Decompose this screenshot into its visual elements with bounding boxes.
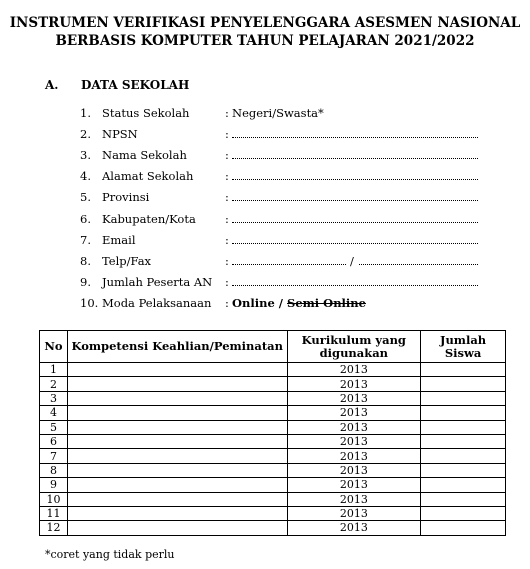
cell-no: 7 (40, 449, 68, 463)
cell-kurikulum: 2013 (287, 391, 421, 405)
moda-slash: / (274, 296, 288, 310)
cell-jumlah-siswa[interactable] (421, 406, 506, 420)
cell-no: 6 (40, 434, 68, 448)
item-number: 1. (80, 106, 91, 120)
cell-kurikulum: 2013 (287, 506, 421, 520)
item-label: Email (102, 233, 136, 247)
table-row (40, 363, 506, 377)
table-row (40, 377, 506, 391)
cell-jumlah-siswa[interactable] (421, 449, 506, 463)
table-row (40, 521, 506, 535)
table-header-row (40, 331, 506, 363)
fill-in-line[interactable] (232, 137, 478, 138)
item-value (232, 295, 366, 311)
cell-no: 4 (40, 406, 68, 420)
cell-jumlah-siswa[interactable] (421, 434, 506, 448)
footnote: *coret yang tidak perlu (45, 548, 175, 561)
item-colon: : (225, 148, 229, 162)
cell-kurikulum: 2013 (287, 463, 421, 477)
col-header-no: No (40, 331, 68, 363)
cell-jumlah-siswa[interactable] (421, 478, 506, 492)
item-provinsi (80, 189, 485, 205)
cell-kompetensi[interactable] (67, 420, 287, 434)
cell-kurikulum: 2013 (287, 521, 421, 535)
fill-in-line[interactable] (232, 285, 478, 286)
telp-fill-in-line[interactable] (232, 264, 346, 265)
col-header-jumlah-siswa: Jumlah Siswa (421, 331, 506, 363)
cell-kompetensi[interactable] (67, 391, 287, 405)
item-label: Jumlah Peserta AN (102, 275, 213, 289)
item-colon: : (225, 254, 229, 268)
cell-kurikulum: 2013 (287, 434, 421, 448)
cell-kurikulum: 2013 (287, 406, 421, 420)
fill-in-line[interactable] (232, 158, 478, 159)
table-row (40, 492, 506, 506)
fill-in-line[interactable] (232, 179, 478, 180)
section-heading (45, 78, 189, 92)
table-row (40, 478, 506, 492)
cell-kurikulum: 2013 (287, 478, 421, 492)
table-row (40, 449, 506, 463)
item-kabupaten-kota (80, 211, 485, 227)
document-title (0, 14, 530, 50)
item-number: 9. (80, 275, 91, 289)
item-status-sekolah (80, 105, 485, 121)
item-label: Telp/Fax (102, 254, 152, 268)
col-header-kurikulum: Kurikulum yang digunakan (287, 331, 421, 363)
item-colon: : (225, 212, 229, 226)
item-number: 7. (80, 233, 91, 247)
title-line-1: INSTRUMEN VERIFIKASI PENYELENGGARA ASESMEN NASIONAL (9, 15, 521, 31)
item-nama-sekolah (80, 147, 485, 163)
cell-kompetensi[interactable] (67, 506, 287, 520)
title-line-2: BERBASIS KOMPUTER TAHUN PELAJARAN 2021/2022 (55, 33, 475, 49)
cell-kompetensi[interactable] (67, 377, 287, 391)
table-row (40, 406, 506, 420)
cell-no: 2 (40, 377, 68, 391)
cell-jumlah-siswa[interactable] (421, 391, 506, 405)
cell-kurikulum: 2013 (287, 420, 421, 434)
table-row (40, 506, 506, 520)
cell-kompetensi[interactable] (67, 463, 287, 477)
moda-semi-online-struck: Semi Online (287, 296, 366, 310)
cell-kompetensi[interactable] (67, 478, 287, 492)
table-row (40, 420, 506, 434)
cell-no: 3 (40, 391, 68, 405)
item-value: Negeri/Swasta* (232, 106, 324, 120)
cell-jumlah-siswa[interactable] (421, 377, 506, 391)
item-alamat-sekolah (80, 168, 485, 184)
item-colon: : (225, 233, 229, 247)
item-colon: : (225, 275, 229, 289)
cell-kompetensi[interactable] (67, 406, 287, 420)
cell-no: 9 (40, 478, 68, 492)
cell-no: 1 (40, 363, 68, 377)
table-row (40, 434, 506, 448)
item-jumlah-peserta (80, 274, 485, 290)
cell-jumlah-siswa[interactable] (421, 521, 506, 535)
cell-jumlah-siswa[interactable] (421, 506, 506, 520)
item-number: 6. (80, 212, 91, 226)
cell-jumlah-siswa[interactable] (421, 420, 506, 434)
cell-no: 8 (40, 463, 68, 477)
item-colon: : (225, 296, 229, 310)
item-number: 10. (80, 296, 99, 310)
cell-no: 11 (40, 506, 68, 520)
telp-fax-separator: / (350, 254, 354, 268)
section-title: DATA SEKOLAH (81, 78, 190, 92)
item-colon: : (225, 169, 229, 183)
fill-in-line[interactable] (232, 200, 478, 201)
table-row (40, 391, 506, 405)
item-label: Alamat Sekolah (102, 169, 194, 183)
item-number: 5. (80, 190, 91, 204)
cell-no: 5 (40, 420, 68, 434)
item-telp-fax (80, 253, 485, 269)
item-number: 2. (80, 127, 91, 141)
cell-no: 10 (40, 492, 68, 506)
item-label: Provinsi (102, 190, 150, 204)
moda-online: Online (232, 296, 275, 310)
col-header-kompetensi: Kompetensi Keahlian/Peminatan (67, 331, 287, 363)
cell-jumlah-siswa[interactable] (421, 363, 506, 377)
item-label: NPSN (102, 127, 138, 141)
cell-kompetensi[interactable] (67, 363, 287, 377)
cell-kompetensi[interactable] (67, 492, 287, 506)
fill-in-line[interactable] (232, 243, 478, 244)
cell-kurikulum: 2013 (287, 363, 421, 377)
item-npsn (80, 126, 485, 142)
item-colon: : (225, 190, 229, 204)
item-label: Moda Pelaksanaan (102, 296, 212, 310)
section-letter: A. (45, 78, 59, 92)
cell-kurikulum: 2013 (287, 449, 421, 463)
item-number: 3. (80, 148, 91, 162)
item-colon: : (225, 106, 229, 120)
fill-in-line[interactable] (232, 222, 478, 223)
item-number: 4. (80, 169, 91, 183)
cell-kurikulum: 2013 (287, 377, 421, 391)
item-label: Nama Sekolah (102, 148, 187, 162)
kompetensi-table (39, 330, 506, 536)
item-number: 8. (80, 254, 91, 268)
cell-kompetensi[interactable] (67, 434, 287, 448)
cell-no: 12 (40, 521, 68, 535)
item-moda-pelaksanaan (80, 295, 485, 311)
cell-kompetensi[interactable] (67, 449, 287, 463)
item-label: Status Sekolah (102, 106, 190, 120)
table-row (40, 463, 506, 477)
item-label: Kabupaten/Kota (102, 212, 196, 226)
cell-jumlah-siswa[interactable] (421, 463, 506, 477)
cell-kurikulum: 2013 (287, 492, 421, 506)
item-email (80, 232, 485, 248)
item-colon: : (225, 127, 229, 141)
fax-fill-in-line[interactable] (359, 264, 478, 265)
cell-jumlah-siswa[interactable] (421, 492, 506, 506)
cell-kompetensi[interactable] (67, 521, 287, 535)
